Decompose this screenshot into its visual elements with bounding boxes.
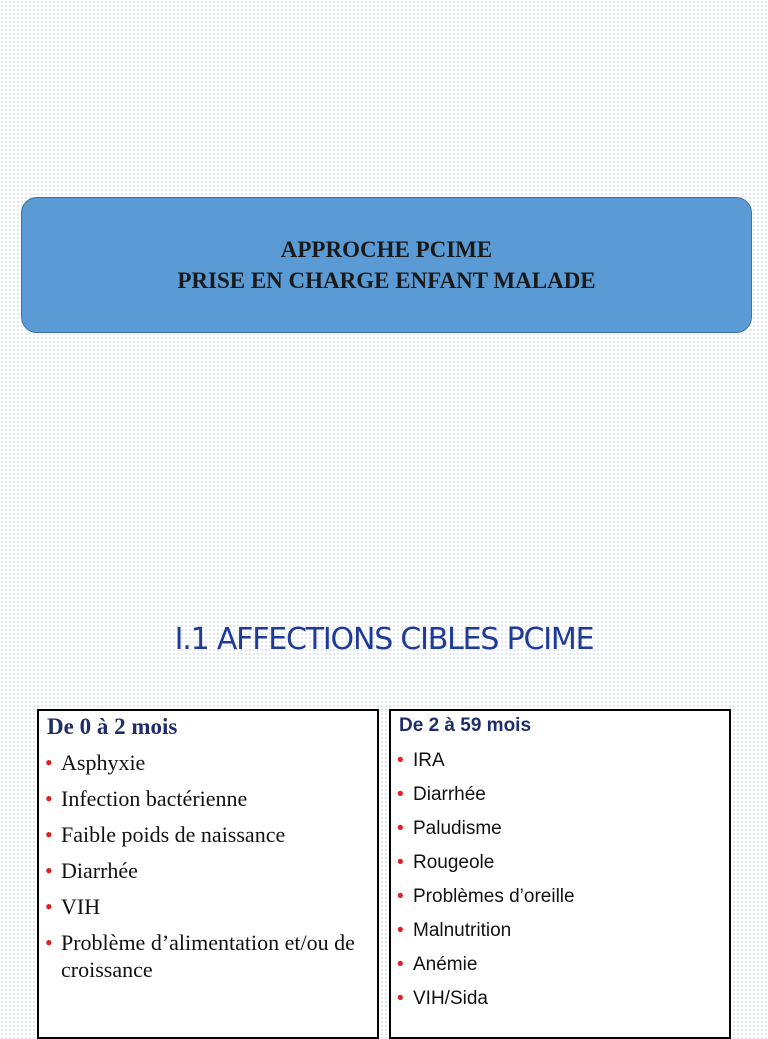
list-item xyxy=(397,884,722,910)
list-item-text: Anémie xyxy=(413,954,478,975)
list-item-text: Malnutrition xyxy=(413,920,512,941)
list-item xyxy=(397,850,722,876)
bullet-icon: • xyxy=(397,750,404,771)
panel-right-title: De 2 à 59 mois xyxy=(399,715,532,736)
panel-left-list xyxy=(45,749,370,992)
bullet-icon: • xyxy=(397,784,404,805)
bullet-icon: • xyxy=(45,930,53,955)
bullet-icon: • xyxy=(397,886,404,907)
title-box xyxy=(21,197,752,333)
list-item-text: Paludisme xyxy=(413,818,502,839)
bullet-icon: • xyxy=(397,920,404,941)
list-item-text: Problème d’alimentation et/ou de croissance xyxy=(61,930,355,982)
list-item-text: VIH/Sida xyxy=(413,988,488,1009)
bullet-icon: • xyxy=(397,988,404,1009)
list-item xyxy=(397,986,722,1012)
list-item xyxy=(397,952,722,978)
title-line-2: PRISE EN CHARGE ENFANT MALADE xyxy=(177,268,596,293)
list-item xyxy=(45,785,370,812)
list-item xyxy=(45,929,370,983)
bullet-icon: • xyxy=(397,852,404,873)
panel-right-list xyxy=(397,748,722,1020)
bullet-icon: • xyxy=(45,858,53,883)
list-item xyxy=(397,918,722,944)
section-heading: I.1 AFFECTIONS CIBLES PCIME xyxy=(174,622,594,657)
list-item-text: Asphyxie xyxy=(61,750,146,775)
list-item xyxy=(45,749,370,776)
title-line-1: APPROCHE PCIME xyxy=(280,237,493,262)
list-item xyxy=(397,782,722,808)
list-item-text: Rougeole xyxy=(413,852,495,873)
list-item-text: IRA xyxy=(413,750,445,771)
list-item-text: Diarrhée xyxy=(413,784,486,805)
list-item-text: VIH xyxy=(61,894,101,919)
list-item xyxy=(45,857,370,884)
panel-age-0-2-months xyxy=(37,709,379,1039)
list-item-text: Infection bactérienne xyxy=(61,786,248,811)
list-item xyxy=(397,748,722,774)
list-item xyxy=(397,816,722,842)
panel-left-title: De 0 à 2 mois xyxy=(47,714,178,739)
bullet-icon: • xyxy=(45,822,53,847)
list-item-text: Problèmes d’oreille xyxy=(413,886,575,907)
bullet-icon: • xyxy=(45,750,53,775)
bullet-icon: • xyxy=(397,818,404,839)
bullet-icon: • xyxy=(45,894,53,919)
list-item-text: Faible poids de naissance xyxy=(61,822,286,847)
bullet-icon: • xyxy=(397,954,404,975)
bullet-icon: • xyxy=(45,786,53,811)
list-item xyxy=(45,893,370,920)
list-item xyxy=(45,821,370,848)
list-item-text: Diarrhée xyxy=(61,858,138,883)
panel-age-2-59-months xyxy=(389,709,731,1039)
